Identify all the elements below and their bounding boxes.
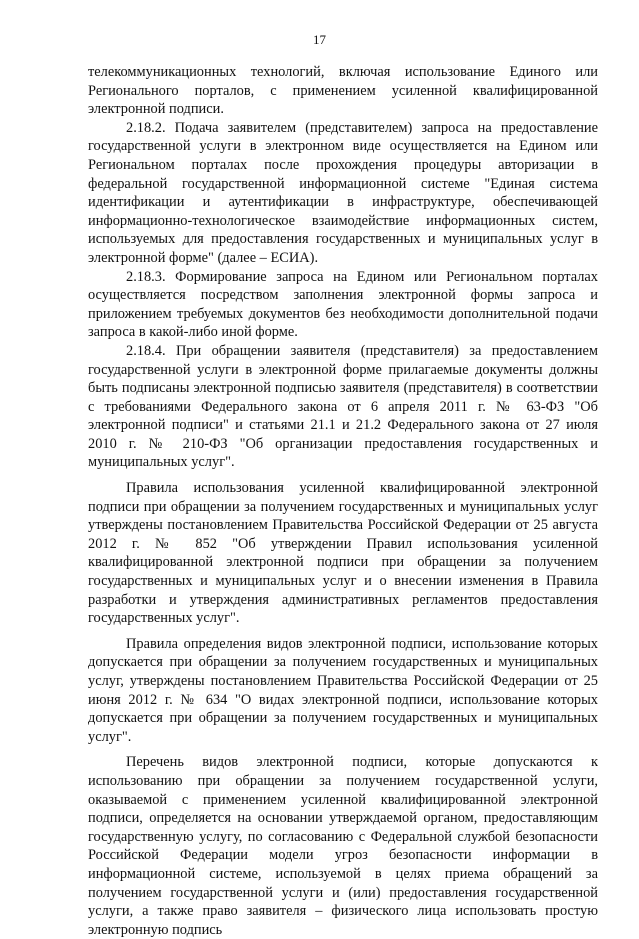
document-body xyxy=(88,63,598,939)
page-number: 17 xyxy=(313,32,326,47)
paragraph-2-18-4: 2.18.4. При обращении заявителя (представителя) за предоставлением государственной услуги в электронной форме прилагаемые документы должны быть подписаны электронной подписью заявителя (представителя) в соответствии с требованиями Федерального закона от 6 апреля 2011 г. № 63-ФЗ "Об электронной подписи" и статьями 21.1 и 21.2 Федерального закона от 27 июля 2010 г. № 210-ФЗ "Об организации предоставления государственных и муниципальных услуг". xyxy=(88,342,598,471)
paragraph-2-18-3: 2.18.3. Формирование запроса на Едином или Региональном порталах осуществляется посредством заполнения электронной формы запроса и приложением требуемых документов без необходимости дополнительной подачи запроса в какой-либо иной форме. xyxy=(88,268,598,341)
paragraph-continuation: телекоммуникационных технологий, включая использование Единого или Регионального порталов, с применением усиленной квалифицированной электронной подписи. xyxy=(88,64,598,118)
paragraph-2-18-2: 2.18.2. Подача заявителем (представителем) запроса на предоставление государственной услуги в электронном виде осуществляется на Едином или Региональном порталах после прохождения процедуры авторизации в федеральной государственной информационной системе "Единая система идентификации и аутентификации в инфраструктуре, обеспечивающей информационно-технологическое взаимодействие информационных систем, используемых для предоставления государственных и муниципальных услуг в электронной форме" (далее – ЕСИА). xyxy=(88,119,598,266)
paragraph-signature-rules: Правила использования усиленной квалифицированной электронной подписи при обращении за получением государственных и муниципальных услуг утверждены постановлением Правительства Российской Федерации от 25 августа 2012 г. № 852 "Об утверждении Правил использования усиленной квалифицированной электронной подписи при обращении за получением государственных и муниципальных услуг и о внесении изменения в Правила разработки и утверждения административных регламентов предоставления государственных услуг". xyxy=(88,480,598,627)
paragraph-signature-types-rules: Правила определения видов электронной подписи, использование которых допускается при обращении за получением государственных и муниципальных услуг, утверждены постановлением Правительства Российской Федерации от 25 июня 2012 г. № 634 "О видах электронной подписи, использование которых допускается при обращении за получением государственных и муниципальных услуг". xyxy=(88,635,598,745)
paragraph-signature-types-list: Перечень видов электронной подписи, которые допускаются к использованию при обращении за получением государственной услуги, оказываемой с применением усиленной квалифицированной электронной подписи, определяется на основании утверждаемой органом, предоставляющим государственную услугу, по согласованию с Федеральной службой безопасности Российской Федерации модели угроз безопасности информации в информационной системе, используемой в целях приема обращений за получением государственной услуги и (или) предоставления государственной услуги, а также право заявителя – физического лица использовать простую электронную подпись xyxy=(88,754,598,938)
